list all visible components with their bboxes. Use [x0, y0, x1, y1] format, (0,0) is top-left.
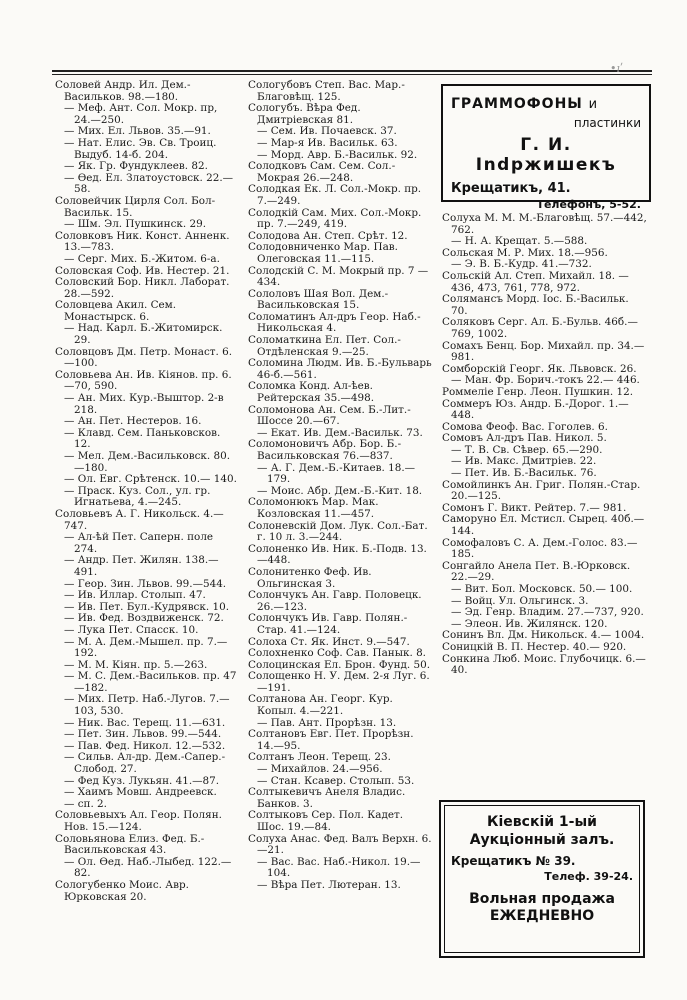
directory-entry: Соломка Конд. Ал-ѣев. Рейтерская 35.—498. [248, 380, 375, 405]
column-3 [442, 213, 647, 677]
directory-entry: Сомова Феоф. Вас. Гоголев. 6. [442, 420, 608, 433]
directory-entry: Сомахъ Бенц. Бор. Михайл. пр. 34.—981. [442, 339, 645, 364]
directory-entry: — Ан. Пет. Нестеров. 16. [64, 415, 202, 428]
directory-entry: — М. М. Кіян. пр. 5.—263. [64, 658, 208, 671]
directory-entry: Сомофаловъ С. А. Дем.-Голос. 83.—185. [442, 536, 638, 561]
directory-entry: Соловский Бор. Никл. Лаборат. 28.—592. [55, 276, 230, 300]
directory-entry: — Мих. Ел. Львов. 35.—91. [64, 125, 211, 138]
directory-entry: — Ал-ѣй Пет. Саперн. поле 274. [64, 531, 214, 555]
auction-subtitle: Аукціонный залъ. [469, 832, 615, 848]
directory-entry: Солоцинская Ел. Брон. Фунд. 50. [248, 658, 431, 671]
directory-entry: Соловьевъ А. Г. Никольск. 4.— 747. [55, 507, 224, 532]
ad-headline: ГРАММОФОНЫ и [451, 96, 598, 112]
directory-entry: Соммеръ Юз. Андр. Б.-Дорог. 1.—448. [442, 397, 629, 422]
directory-entry: — Як. Гр. Фундуклеев. 82. [64, 160, 208, 173]
directory-entry: — Ив. Пет. Бул.-Кудрявск. 10. [64, 600, 229, 613]
directory-entry: — Праск. Куз. Сол., ул. гр. Игнатьева, 4.—245. [64, 484, 211, 509]
directory-entry: — Ан. Мих. Кур.-Выштор. 2-в 218. [64, 392, 224, 416]
directory-entry: Соломаткина Ел. Пет. Сол.-Отдѣленская 9.—25. [248, 334, 401, 358]
directory-entry: Солодова Ан. Степ. Срѣт. 12. [248, 229, 408, 242]
directory-entry: Соляковъ Серг. Ал. Б.-Бульв. 46б.—769, 1002. [442, 316, 638, 340]
directory-entry: Соловцовъ Дм. Петр. Монаст. 6.—100. [55, 345, 233, 370]
directory-entry: Солямансъ Морд. Іос. Б.-Васильк. 70. [442, 293, 629, 317]
directory-entry: — Клавд. Сем. Паньковсков. 12. [64, 426, 221, 451]
ad-subline: пластинки [573, 116, 641, 130]
directory-entry: Солодковъ Сам. Сем. Сол.-Мокрая 26.—248. [248, 160, 396, 184]
ad-phone: Телефонъ, 5-52. [536, 198, 641, 211]
directory-entry: Солоневскій Дом. Лук. Сол.-Бат. г. 10 л. 3.—244. [248, 519, 428, 544]
page-mark: •ıʹ [610, 62, 624, 75]
directory-entry: — Пет. Ив. Б.-Васильк. 76. [451, 467, 597, 480]
directory-entry: Соловьева Ан. Ив. Кіянов. пр. 6.—70, 590. [55, 368, 232, 393]
directory-entry: — М. А. Дем.-Мышел. пр. 7.— 192. [64, 635, 228, 660]
directory-entry: — Моис. Абр. Дем.-Б.-Кит. 18. [257, 484, 423, 497]
directory-entry: Соловей Андр. Ил. Дем.-Васильков. 98.—180. [55, 79, 191, 103]
directory-entry: — Вит. Бол. Московск. 50.— 100. [451, 583, 633, 595]
directory-entry: — Меф. Ант. Сол. Мокр. пр, 24.—250. [64, 102, 218, 126]
directory-entry: Солуха М. М. М.-Благовѣщ. 57.—442, 762. [442, 212, 647, 236]
directory-entry: Соломонова Ан. Сем. Б.-Лит.-Шоссе 20.—67. [248, 403, 411, 428]
directory-entry: — Нат. Елис. Эв. Св. Троиц. Выдуб. 14-б. 204. [64, 136, 217, 161]
directory-entry: — Геор. Зин. Львов. 99.—544. [64, 577, 227, 590]
directory-entry: — Мих. Петр. Наб.-Лугов. 7.— 103, 530. [64, 693, 230, 718]
directory-entry: Солодкій Сам. Мих. Сол.-Мокр. пр. 7.—249, 419. [248, 206, 422, 231]
directory-entry: Соломина Людм. Ив. Б.-Бульварь 46-б.—561. [248, 357, 432, 381]
directory-entry: — Пет. Зин. Львов. 99.—544. [64, 728, 222, 741]
directory-entry: — Ник. Вас. Терещ. 11.—631. [64, 716, 226, 729]
directory-entry: Роммелiе Генр. Леон. Пушкин. 12. [442, 385, 634, 398]
directory-entry: — Элеон. Ив. Жилянск. 120. [451, 617, 608, 630]
directory-entry: Соломатинъ Ал-дръ Геор. Наб.-Никольская 4. [248, 310, 421, 335]
directory-entry: Солуха Анас. Фед. Валъ Верхн. 6.—21. [248, 832, 432, 857]
gramophone-advertisement [441, 84, 651, 211]
ad-merchant-name: Г. И. Іndржишекъ [475, 135, 617, 175]
directory-entry: — Морд. Авр. Б.-Васильк. 92. [257, 148, 418, 161]
directory-entry: — Т. В. Св. Сѣвер. 65.—290. [451, 443, 603, 456]
directory-entry: — М. С. Дем.-Васильков. пр. 47—182. [64, 670, 237, 694]
directory-entry: Солончукъ Ив. Гавр. Полян.-Стар. 41.—124. [248, 612, 408, 636]
directory-entry: Солощенко Н. У. Дем. 2-я Луг. 6.—191. [248, 670, 430, 694]
directory-entry: — Сем. Ив. Почаевск. 37. [257, 125, 397, 138]
directory-entry: — Шм. Эл. Пушкинск. 29. [64, 218, 207, 231]
directory-entry: Солонитенко Феф. Ив. Ольгинская 3. [248, 565, 372, 590]
directory-entry: — Н. А. Крещат. 5.—588. [451, 235, 588, 248]
directory-entry: — Ив. Иллар. Столып. 47. [64, 589, 206, 602]
top-rule-thin [52, 74, 652, 75]
directory-entry: Солодовниченко Мар. Пав. Олеговская 11.—115. [248, 241, 398, 265]
ad-address: Крещатикъ, 41. [451, 181, 571, 196]
directory-entry: — Над. Карл. Б.-Житомирск. 29. [64, 322, 223, 347]
directory-entry: Солтыковъ Сер. Пол. Кадет. Шос. 19.—84. [248, 809, 404, 833]
directory-entry: — Эд. Генр. Владим. 27.—737, 920. [451, 606, 644, 619]
directory-entry: Соловьянова Елиз. Фед. Б.-Васильковская 43. [55, 832, 205, 857]
directory-entry: Солтыкевичъ Анеля Владис. Банков. 3. [248, 786, 406, 810]
directory-entry: — А. Г. Дем.-Б.-Китаев. 18.— 179. [257, 461, 416, 486]
directory-entry: Сольская М. Р. Мих. 18.—956. [442, 246, 608, 259]
directory-entry: Солтанова Ан. Георг. Кур. Копыл. 4.—221. [248, 693, 393, 718]
directory-entry: — Вѣра Пет. Лютеран. 13. [257, 878, 401, 891]
directory-entry: Сололовъ Шая Вол. Дем.-Васильковская 15. [248, 287, 389, 312]
auction-ad-inner [444, 805, 640, 953]
directory-entry: Солоненко Ив. Ник. Б.-Подв. 13.—448. [248, 542, 427, 567]
directory-entry: Соловцева Акил. Сем. Монастырск. 6. [55, 299, 177, 323]
directory-entry: Сомойлинкъ Ан. Григ. Полян.-Стар. 20.—125. [442, 478, 641, 503]
directory-entry: — Пав. Фед. Никол. 12.—532. [64, 739, 226, 752]
top-rule [52, 70, 652, 72]
directory-entry: Сологубовъ Степ. Вас. Мар.-Благовѣщ. 125. [248, 79, 405, 103]
directory-entry: — Сильв. Ал-др. Дем.-Сапер.-Слобод. 27. [64, 751, 226, 776]
directory-entry: — Стан. Ксавер. Столып. 53. [257, 774, 415, 787]
directory-entry: Сонкина Люб. Моис. Глубочицк. 6.—40. [442, 652, 646, 677]
directory-entry: — Ол. Өед. Наб.-Лыбед. 122.— 82. [64, 855, 232, 880]
column-1 [55, 80, 237, 903]
directory-entry: — Ол. Евг. Срѣтенск. 10.— 140. [64, 473, 237, 486]
directory-entry: Сонгайло Анела Пет. В.-Юрковск. 22.—29. [442, 559, 631, 584]
directory-entry: Сомовъ Ал-дръ Пав. Никол. 5. [442, 432, 607, 445]
directory-entry: Соломоновичъ Абр. Бор. Б.-Васильковская 76.—837. [248, 438, 402, 462]
directory-entry: Соломонюкъ Мар. Мак. Козловская 11.—457. [248, 496, 379, 520]
directory-entry: — Мар-я Ив. Васильк. 63. [257, 136, 398, 149]
directory-entry: Сольскій Ал. Степ. Михайл. 18. —436, 473, 761, 778, 972. [442, 269, 629, 294]
directory-entry: — Лука Пет. Спасск. 10. [64, 623, 199, 636]
auction-phone: Телеф. 39-24. [544, 870, 633, 883]
directory-entry: — Ман. Фр. Борич.-токъ 22.— 446. [451, 374, 640, 387]
directory-entry: Солодкая Ек. Л. Сол.-Мокр. пр. 7.—249. [248, 183, 422, 207]
directory-entry: — Серг. Мих. Б.-Житом. 6-а. [64, 252, 220, 265]
auction-daily: ЕЖЕДНЕВНО [489, 908, 595, 924]
directory-entry: — Ив. Макс. Дмитріев. 22. [451, 455, 597, 468]
directory-entry: — Михайлов. 24.—956. [257, 763, 383, 776]
directory-entry: Солохненко Соф. Сав. Панык. 8. [248, 647, 426, 660]
auction-title: Кіевскій 1-ый [487, 814, 597, 830]
directory-entry: — Пав. Ант. Прорѣзн. 13. [257, 716, 397, 729]
directory-entry: — Вас. Вас. Наб.-Никол. 19.— 104. [257, 855, 421, 880]
directory-entry: Соницкій В. П. Нестер. 40.— 920. [442, 640, 627, 653]
directory-entry: Сологубенко Моис. Авр. Юрковская 20. [55, 878, 189, 903]
directory-entry: Сологубъ. Вѣра Фед. Дмитріевская 81. [248, 102, 361, 126]
directory-entry: Солодскій С. М. Мокрый пр. 7 —434. [248, 264, 429, 289]
auction-address: Крещатикъ № 39. [451, 854, 576, 868]
directory-entry: Солтановъ Евг. Пет. Прорѣзн. 14.—95. [248, 728, 414, 752]
directory-entry: Соловская Соф. Ив. Нестер. 21. [55, 264, 230, 277]
directory-entry: — Ив. Фед. Воздвиженск. 72. [64, 612, 224, 625]
directory-entry: Солончукъ Ан. Гавр. Половецк. 26.—123. [248, 589, 422, 613]
directory-entry: Сомонъ Г. Викт. Рейтер. 7.— 981. [442, 501, 627, 514]
directory-entry: — Э. В. Б.-Кудр. 41.—732. [451, 258, 592, 271]
directory-entry: — Андр. Пет. Жилян. 138.— 491. [64, 554, 219, 578]
directory-entry: Солтанъ Леон. Терещ. 23. [248, 751, 391, 764]
directory-entry: Саморуно Ел. Мстисл. Сырец. 40б.—144. [442, 513, 645, 538]
directory-entry: — Хаимъ Мовш. Андреевск. [64, 786, 217, 799]
directory-entry: — Екат. Ив. Дем.-Васильк. 73. [257, 426, 423, 439]
directory-entry: Сонинъ Вл. Дм. Никольск. 4.— 1004. [442, 629, 645, 642]
auction-advertisement [439, 800, 645, 958]
column-2 [248, 80, 433, 892]
directory-entry: — Өед. Ел. Златоустовск. 22.—58. [64, 171, 234, 196]
directory-entry: Соловейчик Цирля Сол. Бол-Васильк. 15. [55, 194, 216, 219]
directory-entry: — сп. 2. [64, 797, 107, 810]
directory-entry: Соловьевыхъ Ал. Геор. Полян. Нов. 15.—124. [55, 809, 222, 833]
directory-entry: — Войц. Ул. Ольгинск. 3. [451, 594, 589, 607]
directory-entry: — Мел. Дем.-Васильковск. 80. —180. [64, 450, 231, 474]
directory-entry: Солоха Ст. Як. Инст. 9.—547. [248, 635, 410, 648]
directory-entry: Соловковъ Ник. Конст. Анненк. 13.—783. [55, 229, 230, 254]
directory-entry: — Фед Куз. Лукьян. 41.—87. [64, 774, 220, 787]
auction-sale-line: Вольная продажа [469, 891, 615, 907]
directory-entry: Сомборскій Георг. Як. Львовск. 26. [442, 362, 637, 375]
